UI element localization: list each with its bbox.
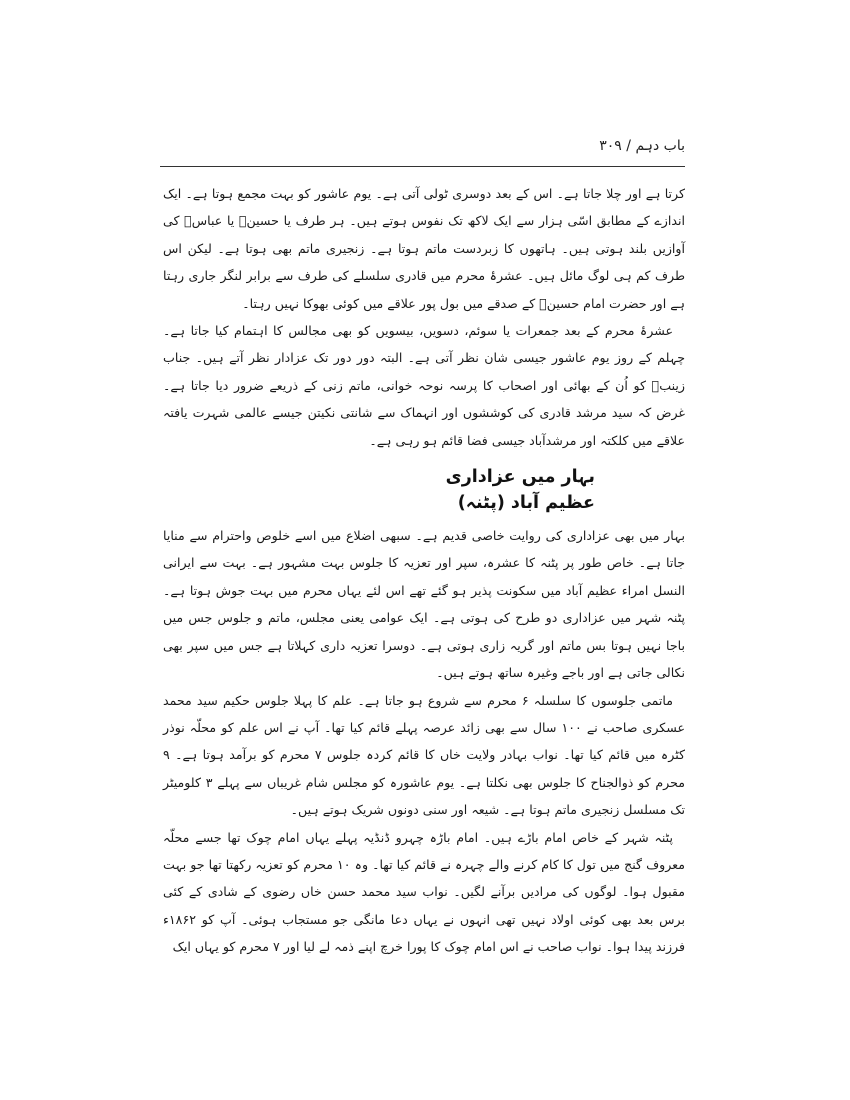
header-divider xyxy=(160,166,685,167)
section-heading-subtitle: عظیم آباد (پٹنہ) xyxy=(457,493,595,514)
page-body xyxy=(163,180,685,961)
running-header: باب دہم / ۳۰۹ xyxy=(599,138,685,154)
paragraph-5: پٹنہ شہر کے خاص امام باڑے ہیں۔ امام باڑہ چہرو ڈنڈیہ پہلے یہاں امام چوک تھا جسے محلّہ معروف گنج میں تول کا کام کرنے والے چہرہ نے قائم کیا تھا۔ وہ ۱۰ محرم کو تعزیہ رکھتا تھا جو بہت مقبول ہوا۔ لوگوں کی مرادیں برآنے لگیں۔ نواب سید محمد حسن خاں رضوی کے شادی کے کئی برس بعد بھی کوئی اولاد نہیں تھی انہوں نے یہاں دعا مانگی جو مستجاب ہوئی۔ آپ کو ۱۸۶۲ء فرزند پیدا ہوا۔ نواب صاحب نے اس امام چوک کا پورا خرچ اپنے ذمہ لے لیا اور ۷ محرم کو یہاں ایک xyxy=(163,829,685,955)
section-heading xyxy=(163,464,685,516)
paragraph-2: عشرۂ محرم کے بعد جمعرات یا سوئم، دسویں، بیسویں کو بھی مجالس کا اہتمام کیا جاتا ہے۔ چہلم کے روز یوم عاشور جیسی شان نظر آتی ہے۔ البتہ دور دور تک عزادار نظر آتے ہیں۔ جناب زینبؑ کو اُن کے بھائی اور اصحاب کا پرسہ نوحہ خوانی، ماتم زنی کے ذریعے ضرور دیا جاتا ہے۔ غرض کہ سید مرشد قادری کی کوششوں اور انہماک سے شانتی نکیتن جیسے عالمی شہرت یافتہ علاقے میں کلکتہ اور مرشدآباد جیسی فضا قائم ہو رہی ہے۔ xyxy=(163,323,685,448)
paragraph-4: ماتمی جلوسوں کا سلسلہ ۶ محرم سے شروع ہو جاتا ہے۔ علم کا پہلا جلوس حکیم سید محمد عسکری صاحب نے ۱۰۰ سال سے بھی زائد عرصہ پہلے قائم کیا تھا۔ آپ نے اس علم کو محلّہ نوذر کٹرہ میں قائم کیا تھا۔ نواب بہادر ولایت خاں کا قائم کردہ جلوس ۷ محرم کو برآمد ہوتا ہے۔ ۹ محرم کو ذوالجناح کا جلوس بھی نکلتا ہے۔ یوم عاشورہ کو مجلس شام غریباں سے پہلے ۳ کلومیٹر تک مسلسل زنجیری ماتم ہوتا ہے۔ شیعہ اور سنی دونوں شریک ہوتے ہیں۔ xyxy=(163,692,685,818)
paragraph-3: بہار میں بھی عزاداری کی روایت خاصی قدیم ہے۔ سبھی اضلاع میں اسے خلوص واحترام سے منایا جاتا ہے۔ خاص طور پر پٹنہ کا عشرہ، سپر اور تعزیہ کا جلوس بہت مشہور ہے۔ بہت سے ایرانی النسل امراء عظیم آباد میں سکونت پذیر ہو گئے تھے اس لئے یہاں محرم میں بہت جوش ہوتا ہے۔ پٹنہ شہر میں عزاداری دو طرح کی ہوتی ہے۔ ایک عوامی یعنی مجلس، ماتم و جلوس جس میں باجا نہیں ہوتا بس ماتم اور گریہ زاری ہوتی ہے۔ دوسرا تعزیہ داری کہلاتا ہے جس میں سپر بھی نکالی جاتی ہے اور باجے وغیرہ ساتھ ہوتے ہیں۔ xyxy=(163,528,685,681)
section-heading-title: بہار میں عزاداری xyxy=(445,467,595,488)
paragraph-1: کرتا ہے اور چلا جاتا ہے۔ اس کے بعد دوسری ٹولی آتی ہے۔ یوم عاشور کو بہت مجمع ہوتا ہے۔ ایک اندازے کے مطابق اسّی ہزار سے ایک لاکھ تک نفوس ہوتے ہیں۔ ہر طرف یا حسینؑ یا عباسؑ کی آوازیں بلند ہوتی ہیں۔ ہاتھوں کا زبردست ماتم ہوتا ہے۔ زنجیری ماتم بھی ہوتا ہے۔ لیکن اس طرف کم ہی لوگ مائل ہیں۔ عشرۂ محرم میں قادری سلسلے کی طرف سے برابر لنگر جاری رہتا ہے اور حضرت امام حسینؑ کے صدقے میں بول پور علاقے میں کوئی بھوکا نہیں رہتا۔ xyxy=(163,186,685,311)
